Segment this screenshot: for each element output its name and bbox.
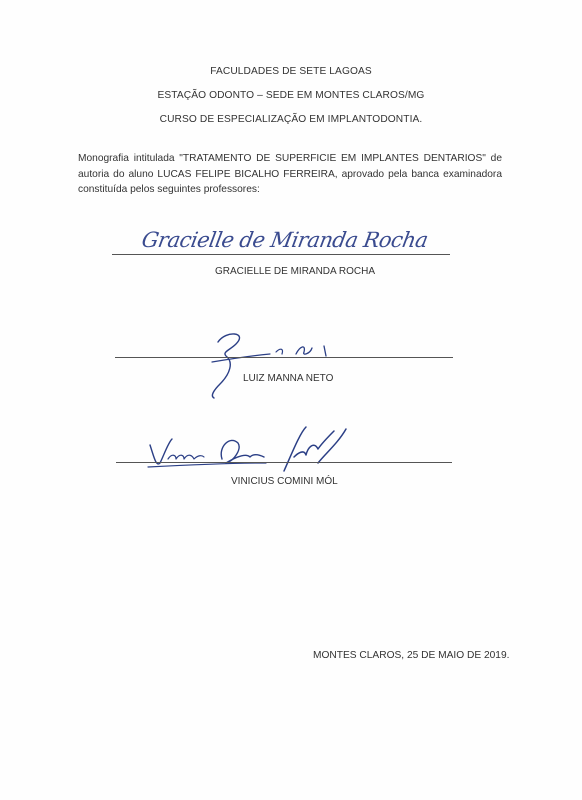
signature-line-2 bbox=[115, 357, 453, 358]
signature-line-1 bbox=[112, 254, 450, 255]
examiner-name-3: VINICIUS COMINI MÓL bbox=[231, 476, 338, 487]
signature-gracielle: Gracielle de Miranda Rocha bbox=[139, 228, 430, 252]
signature-line-3 bbox=[116, 462, 452, 463]
campus-name: ESTAÇÃO ODONTO – SEDE EM MONTES CLAROS/MG bbox=[157, 90, 425, 101]
institution-name: FACULDADES DE SETE LAGOAS bbox=[210, 66, 372, 77]
signature-luiz bbox=[200, 326, 330, 401]
place-and-date: MONTES CLAROS, 25 DE MAIO DE 2019. bbox=[313, 650, 510, 661]
examiner-name-2: LUIZ MANNA NETO bbox=[243, 373, 334, 384]
course-name: CURSO DE ESPECIALIZAÇÃO EM IMPLANTODONTIA. bbox=[159, 114, 423, 125]
approval-paragraph: Monografia intitulada "TRATAMENTO DE SUPERFICIE EM IMPLANTES DENTARIOS" de autoria do aluno LUCAS FELIPE BICALHO FERREIRA, aprovado pela banca examinadora constituída pelos seguintes professores: bbox=[78, 153, 502, 195]
examiner-name-1: GRACIELLE DE MIRANDA ROCHA bbox=[215, 266, 376, 277]
signature-vinicius bbox=[146, 423, 356, 483]
